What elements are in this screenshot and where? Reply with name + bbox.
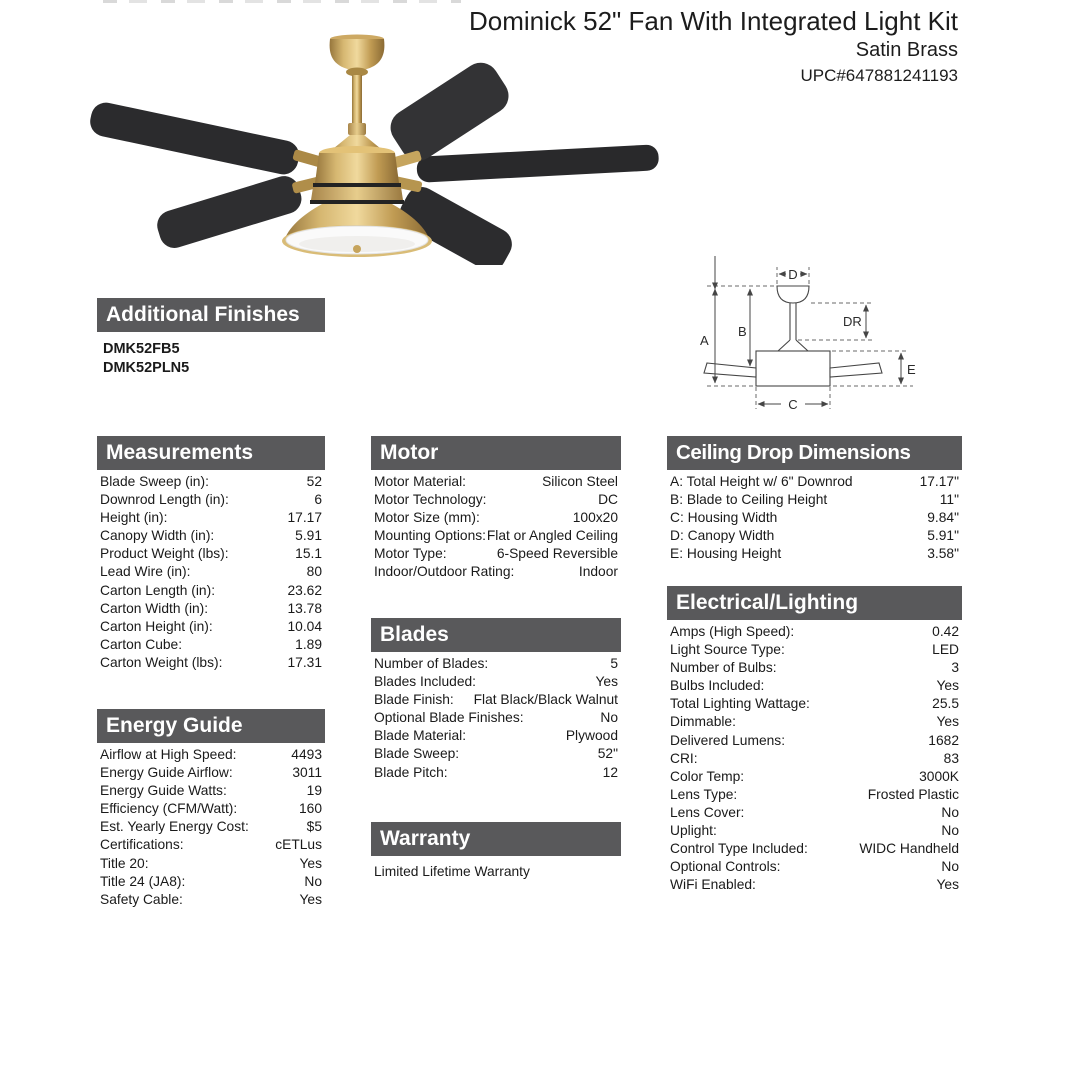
spec-label: Bulbs Included: bbox=[670, 678, 765, 694]
spec-row bbox=[97, 654, 325, 672]
spec-row bbox=[667, 786, 962, 804]
spec-row bbox=[97, 527, 325, 545]
section-measurements bbox=[97, 436, 325, 672]
spec-rows bbox=[371, 655, 621, 782]
spec-row bbox=[97, 545, 325, 563]
spec-label: Lens Type: bbox=[670, 786, 738, 802]
spec-value: No bbox=[941, 859, 959, 875]
spec-row bbox=[97, 600, 325, 618]
spec-label: Light Source Type: bbox=[670, 642, 785, 658]
spec-label: Product Weight (lbs): bbox=[100, 546, 229, 562]
spec-row bbox=[667, 804, 962, 822]
spec-value: No bbox=[304, 873, 322, 889]
spec-label: Delivered Lumens: bbox=[670, 732, 786, 748]
spec-label: Energy Guide Airflow: bbox=[100, 765, 233, 781]
spec-row bbox=[667, 876, 962, 894]
spec-label: Carton Length (in): bbox=[100, 582, 216, 598]
spec-label: Title 20: bbox=[100, 855, 149, 871]
section-header: Electrical/Lighting bbox=[667, 586, 962, 620]
spec-row bbox=[97, 873, 325, 891]
spec-label: Blade Sweep: bbox=[374, 746, 460, 762]
spec-value: No bbox=[600, 710, 618, 726]
spec-row bbox=[97, 563, 325, 581]
spec-label: Blade Finish: bbox=[374, 692, 454, 708]
spec-label: Carton Width (in): bbox=[100, 600, 209, 616]
spec-value: 9.84" bbox=[927, 510, 959, 526]
spec-label: Amps (High Speed): bbox=[670, 624, 795, 639]
spec-value: 15.1 bbox=[295, 546, 322, 562]
spec-value: Flat Black/Black Walnut bbox=[473, 692, 618, 708]
spec-row bbox=[667, 491, 962, 509]
spec-value: 52" bbox=[597, 746, 618, 762]
spec-value: Yes bbox=[595, 674, 618, 690]
section-additional-finishes bbox=[97, 298, 325, 378]
spec-label: Control Type Included: bbox=[670, 841, 808, 857]
spec-label: Optional Controls: bbox=[670, 859, 781, 875]
dim-label-e: E bbox=[907, 362, 916, 377]
spec-label: Efficiency (CFM/Watt): bbox=[100, 801, 238, 817]
product-upc: UPC#647881241193 bbox=[800, 66, 958, 85]
spec-value: 10.04 bbox=[287, 618, 322, 634]
spec-value: 5 bbox=[610, 656, 618, 671]
cropped-text-fragments bbox=[103, 0, 461, 3]
fan-product-image bbox=[85, 25, 665, 265]
section-energy-guide bbox=[97, 709, 325, 909]
spec-label: Number of Bulbs: bbox=[670, 660, 777, 676]
spec-row bbox=[97, 491, 325, 509]
spec-value: 3.58" bbox=[927, 546, 959, 562]
spec-label: C: Housing Width bbox=[670, 510, 778, 526]
spec-value: Indoor bbox=[578, 564, 618, 580]
spec-row bbox=[371, 691, 621, 709]
spec-label: Color Temp: bbox=[670, 768, 745, 784]
spec-label: Blade Pitch: bbox=[374, 764, 448, 780]
spec-value: 11" bbox=[939, 492, 959, 508]
spec-value: cETLus bbox=[275, 837, 322, 853]
spec-value: 160 bbox=[298, 801, 322, 817]
spec-label: Blade Material: bbox=[374, 728, 467, 744]
section-header: Motor bbox=[371, 436, 621, 470]
spec-row bbox=[667, 858, 962, 876]
spec-row bbox=[667, 545, 962, 563]
spec-row bbox=[371, 709, 621, 727]
finish-list bbox=[97, 340, 325, 378]
spec-value: No bbox=[941, 804, 959, 820]
dim-label-dr: DR bbox=[843, 314, 862, 329]
section-electrical-lighting bbox=[667, 586, 962, 894]
spec-label: Carton Weight (lbs): bbox=[100, 654, 223, 670]
spec-label: Lead Wire (in): bbox=[100, 564, 191, 580]
spec-row bbox=[97, 782, 325, 800]
spec-value: 3 bbox=[951, 660, 959, 676]
spec-label: Motor Size (mm): bbox=[374, 510, 480, 526]
spec-value: 83 bbox=[943, 750, 959, 766]
spec-row bbox=[97, 746, 325, 764]
spec-row bbox=[371, 491, 621, 509]
spec-label: E: Housing Height bbox=[670, 546, 782, 562]
spec-row bbox=[97, 891, 325, 909]
spec-value: 6 bbox=[314, 492, 322, 508]
spec-row bbox=[667, 677, 962, 695]
spec-label: B: Blade to Ceiling Height bbox=[670, 492, 828, 508]
spec-row bbox=[97, 818, 325, 836]
spec-rows bbox=[667, 623, 962, 894]
spec-row bbox=[667, 732, 962, 750]
spec-value: DC bbox=[598, 492, 618, 508]
spec-row bbox=[667, 623, 962, 641]
spec-row bbox=[667, 473, 962, 491]
spec-row bbox=[97, 509, 325, 527]
section-ceiling-drop-dimensions bbox=[667, 436, 962, 563]
warranty-text: Limited Lifetime Warranty bbox=[374, 864, 530, 879]
spec-label: D: Canopy Width bbox=[670, 528, 775, 544]
section-header: Energy Guide bbox=[97, 709, 325, 743]
spec-value: 17.17" bbox=[919, 474, 959, 489]
spec-value: WIDC Handheld bbox=[859, 841, 959, 857]
spec-label: Lens Cover: bbox=[670, 804, 745, 820]
spec-row bbox=[371, 509, 621, 527]
spec-row bbox=[371, 473, 621, 491]
spec-row bbox=[667, 695, 962, 713]
spec-value: 3011 bbox=[292, 765, 322, 781]
section-header: Measurements bbox=[97, 436, 325, 470]
dim-label-d: D bbox=[788, 267, 798, 282]
section-header: Additional Finishes bbox=[97, 298, 325, 332]
spec-row bbox=[371, 745, 621, 763]
spec-row bbox=[371, 527, 621, 545]
spec-row bbox=[667, 527, 962, 545]
spec-label: Title 24 (JA8): bbox=[100, 873, 186, 889]
spec-label: Energy Guide Watts: bbox=[100, 783, 227, 799]
spec-value: Yes bbox=[936, 877, 959, 893]
spec-value: $5 bbox=[306, 819, 322, 835]
spec-label: Height (in): bbox=[100, 510, 168, 526]
spec-label: Blade Sweep (in): bbox=[100, 474, 209, 489]
spec-row bbox=[97, 636, 325, 654]
spec-row bbox=[371, 673, 621, 691]
spec-value: 6-Speed Reversible bbox=[496, 546, 618, 562]
spec-value: 100x20 bbox=[572, 510, 618, 526]
spec-label: Uplight: bbox=[670, 823, 717, 839]
spec-value: 1682 bbox=[928, 732, 959, 748]
section-header: Ceiling Drop Dimensions bbox=[667, 436, 962, 470]
spec-rows bbox=[97, 473, 325, 672]
spec-row bbox=[371, 727, 621, 745]
finish-sku: DMK52PLN5 bbox=[103, 360, 190, 376]
spec-row bbox=[97, 800, 325, 818]
section-header: Warranty bbox=[371, 822, 621, 856]
spec-row bbox=[667, 768, 962, 786]
spec-row bbox=[97, 855, 325, 873]
spec-label: Motor Type: bbox=[374, 546, 447, 562]
spec-row bbox=[371, 655, 621, 673]
section-motor bbox=[371, 436, 621, 582]
spec-label: Mounting Options: bbox=[374, 528, 486, 544]
spec-label: Carton Cube: bbox=[100, 636, 183, 652]
spec-row bbox=[371, 563, 621, 581]
spec-label: Number of Blades: bbox=[374, 656, 489, 671]
spec-value: Yes bbox=[936, 714, 959, 730]
spec-label: Blades Included: bbox=[374, 674, 477, 690]
spec-value: 17.17 bbox=[287, 510, 322, 526]
spec-value: No bbox=[941, 823, 959, 839]
spec-row bbox=[97, 473, 325, 491]
spec-value: 0.42 bbox=[932, 624, 959, 639]
spec-row bbox=[667, 659, 962, 677]
spec-value: 19 bbox=[306, 783, 322, 799]
spec-row bbox=[667, 641, 962, 659]
spec-row bbox=[667, 750, 962, 768]
spec-value: 80 bbox=[306, 564, 322, 580]
spec-value: 5.91 bbox=[295, 528, 322, 544]
spec-value: Plywood bbox=[565, 728, 618, 744]
spec-label: Airflow at High Speed: bbox=[100, 747, 237, 762]
spec-value: 17.31 bbox=[287, 654, 322, 670]
spec-value: 23.62 bbox=[287, 582, 322, 598]
spec-label: Optional Blade Finishes: bbox=[374, 710, 524, 726]
spec-value: Silicon Steel bbox=[542, 474, 618, 489]
product-finish: Satin Brass bbox=[855, 39, 958, 61]
spec-label: Est. Yearly Energy Cost: bbox=[100, 819, 249, 835]
spec-value: 3000K bbox=[919, 768, 959, 784]
finish-sku: DMK52FB5 bbox=[103, 341, 180, 357]
dim-label-a: A bbox=[700, 333, 709, 348]
spec-value: Flat or Angled Ceiling bbox=[486, 528, 618, 544]
spec-label: WiFi Enabled: bbox=[670, 877, 756, 893]
spec-row bbox=[667, 509, 962, 527]
spec-value: 13.78 bbox=[287, 600, 322, 616]
spec-row bbox=[97, 582, 325, 600]
spec-row bbox=[97, 764, 325, 782]
spec-value: 12 bbox=[602, 764, 618, 780]
section-warranty bbox=[371, 822, 621, 881]
spec-value: Yes bbox=[936, 678, 959, 694]
spec-row bbox=[371, 545, 621, 563]
section-header: Blades bbox=[371, 618, 621, 652]
spec-row bbox=[97, 618, 325, 636]
spec-value: Frosted Plastic bbox=[867, 786, 959, 802]
spec-value: 25.5 bbox=[932, 696, 959, 712]
dimension-diagram bbox=[693, 256, 923, 418]
spec-label: Indoor/Outdoor Rating: bbox=[374, 564, 515, 580]
spec-label: A: Total Height w/ 6" Downrod bbox=[670, 474, 853, 489]
spec-label: CRI: bbox=[670, 750, 698, 766]
spec-value: LED bbox=[932, 642, 959, 658]
spec-value: Yes bbox=[299, 855, 322, 871]
spec-row bbox=[667, 840, 962, 858]
dim-label-b: B bbox=[738, 324, 747, 339]
spec-label: Carton Height (in): bbox=[100, 618, 213, 634]
spec-value: 1.89 bbox=[295, 636, 322, 652]
spec-label: Motor Technology: bbox=[374, 492, 487, 508]
section-blades bbox=[371, 618, 621, 782]
spec-value: 5.91" bbox=[927, 528, 959, 544]
spec-label: Motor Material: bbox=[374, 474, 467, 489]
spec-row bbox=[97, 836, 325, 854]
spec-label: Dimmable: bbox=[670, 714, 736, 730]
spec-label: Total Lighting Wattage: bbox=[670, 696, 810, 712]
spec-row bbox=[667, 822, 962, 840]
spec-value: 52 bbox=[306, 474, 322, 489]
spec-rows bbox=[667, 473, 962, 563]
spec-rows bbox=[97, 746, 325, 909]
spec-label: Safety Cable: bbox=[100, 891, 183, 907]
spec-label: Certifications: bbox=[100, 837, 184, 853]
spec-value: 4493 bbox=[291, 747, 322, 762]
spec-value: Yes bbox=[299, 891, 322, 907]
dim-label-c: C bbox=[788, 397, 798, 412]
spec-label: Downrod Length (in): bbox=[100, 492, 229, 508]
spec-row bbox=[667, 713, 962, 731]
spec-row bbox=[371, 764, 621, 782]
product-title: Dominick 52" Fan With Integrated Light Kit bbox=[468, 6, 958, 36]
spec-label: Canopy Width (in): bbox=[100, 528, 215, 544]
spec-rows bbox=[371, 473, 621, 582]
